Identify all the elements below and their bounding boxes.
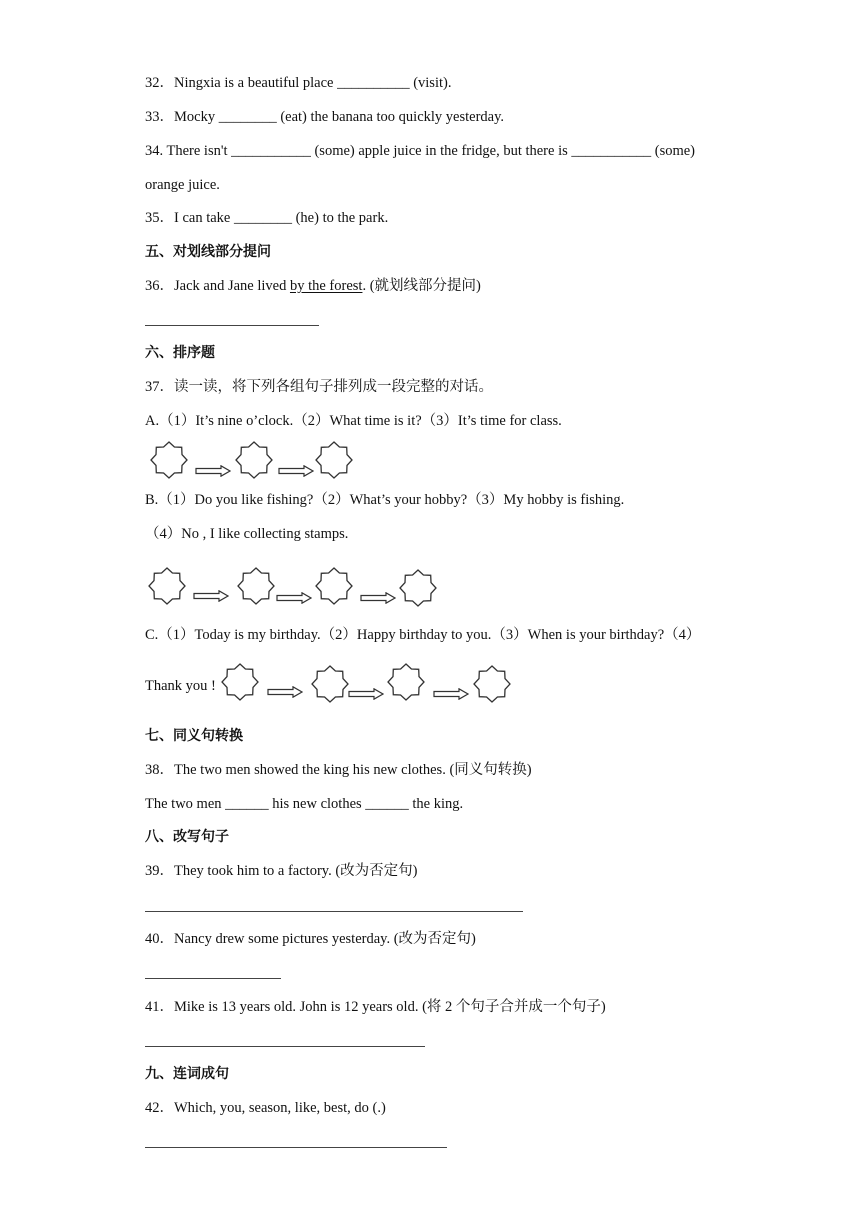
question-37b-line1: B.（1）Do you like fishing?（2）What’s your hobby?（3）My hobby is fishing. bbox=[145, 492, 625, 508]
section-6-heading: 六、排序题 bbox=[145, 345, 215, 361]
outline-arrow-icon bbox=[267, 686, 303, 698]
question-37c-line1: C.（1）Today is my birthday.（2）Happy birthday to you.（3）When is your birthday?（4） bbox=[145, 627, 701, 643]
order-row-a bbox=[145, 438, 365, 482]
question-36-prefix: 36．Jack and Jane lived bbox=[145, 278, 290, 294]
outline-arrow-icon bbox=[193, 590, 229, 602]
answer-line-40[interactable] bbox=[145, 978, 281, 979]
outline-arrow-icon bbox=[276, 592, 312, 604]
question-41: 41．Mike is 13 years old. John is 12 years old. (将 2 个句子合并成一个句子) bbox=[145, 999, 606, 1015]
order-row-b bbox=[145, 564, 445, 608]
section-9-heading: 九、连词成句 bbox=[145, 1066, 229, 1082]
question-37b-line2: （4）No , I like collecting stamps. bbox=[145, 526, 349, 542]
outline-arrow-icon bbox=[433, 688, 469, 700]
answer-line-39[interactable] bbox=[145, 911, 523, 912]
octagram-star-icon[interactable] bbox=[315, 567, 353, 605]
question-33: 33．Mocky ________ (eat) the banana too quickly yesterday. bbox=[145, 109, 505, 125]
section-5-heading: 五、对划线部分提问 bbox=[145, 244, 271, 260]
octagram-star-icon[interactable] bbox=[315, 441, 353, 479]
outline-arrow-icon bbox=[348, 688, 384, 700]
octagram-star-icon[interactable] bbox=[473, 665, 511, 703]
question-36-underlined: by the forest bbox=[289, 278, 363, 294]
section-7-heading: 七、同义句转换 bbox=[145, 728, 243, 744]
question-34-line1: 34. There isn't ___________ (some) apple juice in the fridge, but there is ___________ (some) bbox=[145, 143, 696, 159]
octagram-star-icon[interactable] bbox=[148, 567, 186, 605]
question-40: 40．Nancy drew some pictures yesterday. (改为否定句) bbox=[145, 931, 476, 947]
answer-line-36[interactable] bbox=[145, 325, 319, 326]
question-32: 32．Ningxia is a beautiful place __________ (visit). bbox=[145, 75, 452, 91]
question-36 bbox=[145, 277, 481, 295]
question-39: 39．They took him to a factory. (改为否定句) bbox=[145, 863, 418, 879]
question-38-fill-in: The two men ______ his new clothes ______ the king. bbox=[145, 796, 464, 812]
question-38: 38．The two men showed the king his new clothes. (同义句转换) bbox=[145, 762, 532, 778]
question-37a: A.（1）It’s nine o’clock.（2）What time is it?（3）It’s time for class. bbox=[145, 413, 562, 429]
question-37: 37．读一读，将下列各组句子排列成一段完整的对话。 bbox=[145, 379, 493, 395]
octagram-star-icon[interactable] bbox=[235, 441, 273, 479]
octagram-star-icon[interactable] bbox=[150, 441, 188, 479]
order-row-c bbox=[145, 660, 525, 704]
octagram-star-icon[interactable] bbox=[221, 663, 259, 701]
octagram-star-icon[interactable] bbox=[387, 663, 425, 701]
octagram-star-icon[interactable] bbox=[399, 569, 437, 607]
question-34-line2: orange juice. bbox=[145, 177, 220, 193]
question-42: 42．Which, you, season, like, best, do (.) bbox=[145, 1100, 386, 1116]
question-37c-line2: Thank you ! bbox=[145, 678, 216, 694]
octagram-star-icon[interactable] bbox=[237, 567, 275, 605]
section-8-heading: 八、改写句子 bbox=[145, 829, 229, 845]
outline-arrow-icon bbox=[195, 465, 231, 477]
outline-arrow-icon bbox=[360, 592, 396, 604]
question-36-suffix: . (就划线部分提问) bbox=[362, 278, 481, 294]
outline-arrow-icon bbox=[278, 465, 314, 477]
answer-line-41[interactable] bbox=[145, 1046, 425, 1047]
question-35: 35．I can take ________ (he) to the park. bbox=[145, 210, 389, 226]
answer-line-42[interactable] bbox=[145, 1147, 447, 1148]
octagram-star-icon[interactable] bbox=[311, 665, 349, 703]
